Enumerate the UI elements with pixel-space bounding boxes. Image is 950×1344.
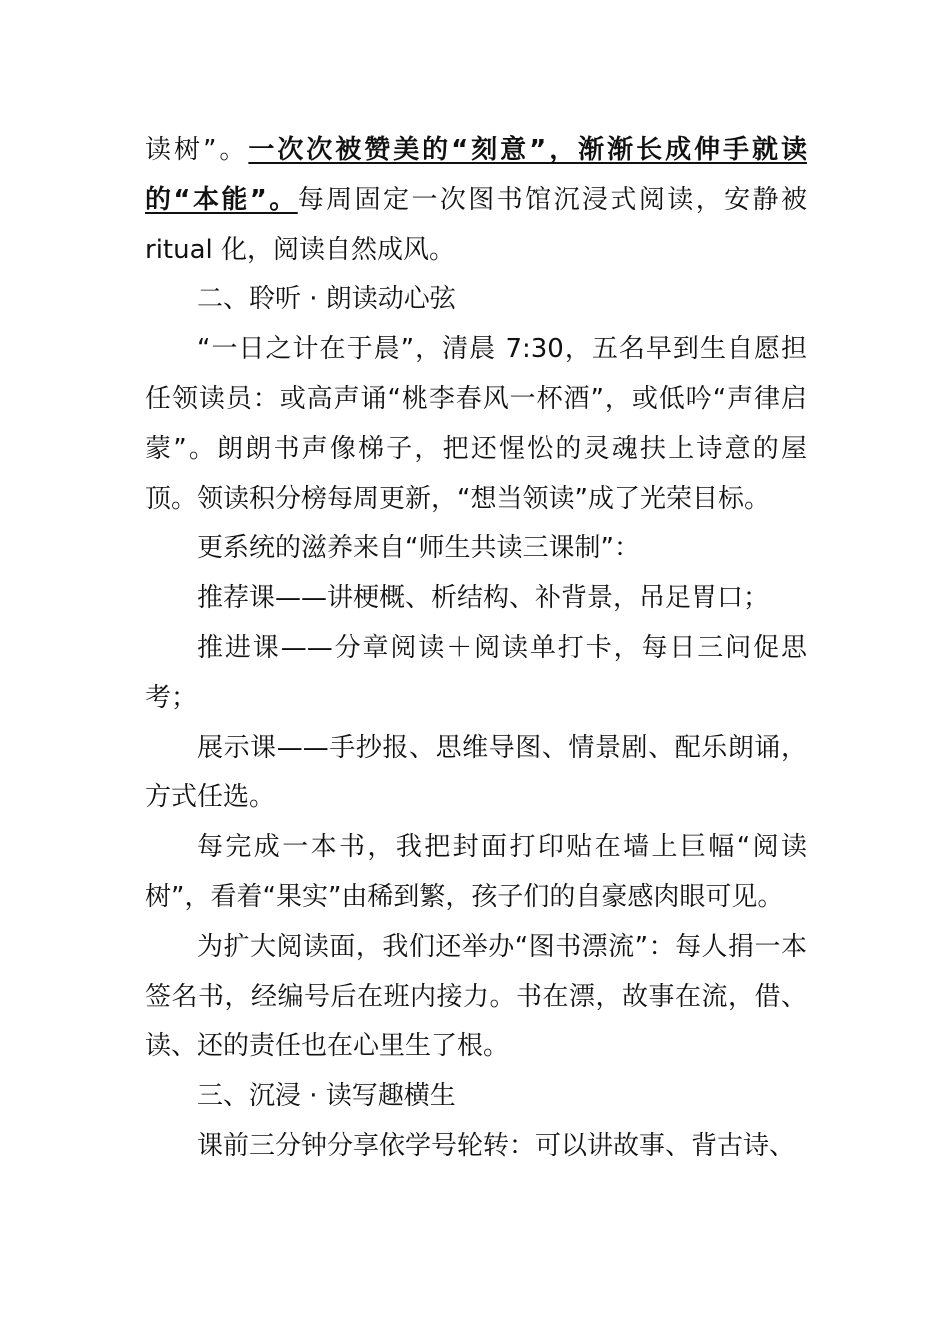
paragraph-lead: 读树”。 [145,135,249,165]
paragraph-reading-tree: 每完成一本书，我把封面打印贴在墙上巨幅“阅读树”，看着“果实”由稀到繁，孩子们的自豪感肉眼可见。 [145,832,807,912]
section-heading-listening: 二、聆听 · 朗读动心弦 [197,284,456,315]
document-body [145,126,807,1172]
paragraph-reading-habit [145,126,807,275]
paragraph-tail: 每周固定一次图书馆沉浸式阅读，安静被 ritual 化，阅读自然成风。 [145,184,807,265]
emphasized-sentence: 一次次被赞美的“刻意”，渐渐长成伸手就读的“本能”。 [145,135,807,215]
paragraph-recommend-lesson: 推荐课——讲梗概、析结构、补背景，吊足胃口； [197,583,770,614]
section-heading-immersion: 三、沉浸 · 读写趣横生 [197,1081,456,1112]
paragraph-three-lessons-intro: 更系统的滋养来自“师生共读三课制”： [197,533,640,564]
paragraph-book-drifting: 为扩大阅读面，我们还举办“图书漂流”：每人捐一本签名书，经编号后在班内接力。书在漂，故事在流，借、读、还的责任也在心里生了根。 [145,931,807,1062]
paragraph-showcase-lesson: 展示课——手抄报、思维导图、情景剧、配乐朗诵，方式任选。 [145,732,807,813]
paragraph-morning-reading: “一日之计在于晨”，清晨 7:30，五名早到生自愿担任领读员：或高声诵“桃李春风一杯酒”，或低吟“声律启蒙”。朗朗书声像梯子，把还惺忪的灵魂扶上诗意的屋顶。领读积分榜每周更新，“想当领读”成了光荣目标。 [145,334,807,514]
paragraph-three-minute-share: 课前三分钟分享依学号轮转：可以讲故事、背古诗、 [197,1130,796,1161]
paragraph-progress-lesson: 推进课——分章阅读＋阅读单打卡，每日三问促思考； [145,632,807,713]
